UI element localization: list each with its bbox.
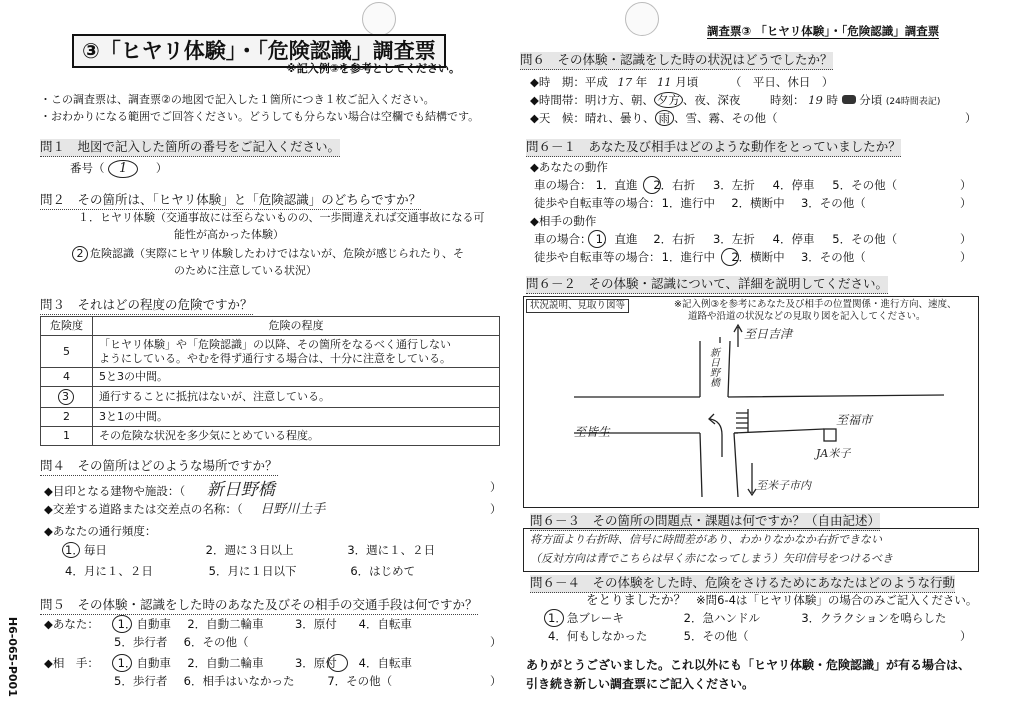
sketch-label-left: 至皆生	[574, 425, 611, 439]
q6-weather-label: ◆天 候：晴れ、曇り、	[530, 111, 655, 125]
sketch-label-top: 至日吉津	[744, 327, 793, 341]
q4-freq-selected-mark	[62, 542, 80, 558]
q4-freq-row2	[62, 564, 415, 578]
q6-1-other-car-close: ）	[960, 232, 972, 246]
q6-period-label: ◆時間帯：明け方、朝、	[530, 93, 654, 107]
table-row[interactable]	[41, 408, 500, 427]
q6-period-rest: 、夜、深夜	[682, 93, 741, 107]
q5-you-opt-2[interactable]: 2．自動二輪車	[187, 617, 264, 631]
q5-other-opt-5[interactable]: 5．歩行者	[114, 674, 168, 688]
q6-4-row1	[548, 611, 946, 625]
side-code: H6-065-P001	[5, 616, 19, 697]
q6-1-other-walk-opt-1[interactable]: 1．進行中	[661, 250, 715, 264]
q6-1-you-walk-close: ）	[960, 196, 972, 210]
q2-option-2[interactable]	[72, 246, 464, 262]
table-row[interactable]	[41, 426, 500, 445]
q6-weather-rest: 、雪、霧、その他（	[674, 111, 778, 125]
q6-1-other-car-opt-2[interactable]: 2．右折	[653, 232, 696, 246]
danger-level-3: 3	[58, 389, 74, 405]
danger-desc-line1: 「ヒヤリ体験」や「危険認識」の以降、その箇所をなるべく通行しない	[99, 337, 451, 351]
q1-number-row	[70, 160, 167, 178]
sketch-label-right: 至福市	[836, 413, 873, 427]
q4-landmark-close: ）	[490, 480, 502, 494]
q6-1-you-car-row	[534, 178, 897, 192]
q5-other-opt-4[interactable]: 4．自転車	[358, 656, 412, 670]
q6-4-note: ※問6-4は「ヒヤリ体験」の場合のみご記入ください。	[696, 593, 978, 607]
q6-4-close: ）	[960, 629, 972, 643]
q6-1-you-car-opt-1[interactable]: 1．直進	[595, 178, 638, 192]
q4-freq-row1	[62, 543, 435, 557]
sketch-note-1: ※記入例③を参考にあなた及び相手の位置関係・進行方向、速度、	[674, 299, 957, 310]
danger-level: 4	[41, 368, 93, 387]
footer-line-1: ありがとうございました。これ以外にも「ヒヤリ体験・危険認識」が有る場合は、	[526, 658, 971, 672]
danger-col-desc: 危険の程度	[93, 317, 500, 336]
q6-1-you-car-opt-4[interactable]: 4．停車	[772, 178, 815, 192]
q6-4-opt-4[interactable]: 4．何もしなかった	[548, 629, 648, 643]
q6-1-other-walk-opt-2[interactable]: 2．横断中	[731, 250, 785, 264]
q6-year[interactable]: 17	[617, 75, 633, 89]
q4-landmark-row	[44, 480, 275, 501]
q6-1-you-walk-row	[534, 196, 866, 210]
q4-freq-opt-1[interactable]: 1．毎日	[65, 543, 107, 557]
header-top-right: 調査票③ 「ヒヤリ体験」・「危険認識」調査票	[707, 24, 940, 38]
danger-desc: 3と1の中間。	[93, 408, 500, 427]
q6-weekday[interactable]: （ 平日、休日 ）	[729, 75, 834, 89]
punch-hole-right	[625, 2, 659, 36]
q6-4-opt-5[interactable]: 5．その他（	[683, 629, 749, 643]
table-row[interactable]	[41, 387, 500, 408]
q5-other-row2	[114, 674, 392, 688]
q5-you-label: ◆あなた：	[44, 617, 99, 631]
q6-year-unit: 年	[635, 75, 648, 89]
q4-freq-opt-5[interactable]: 5．月に１日以下	[208, 564, 297, 578]
q5-you-opt-1[interactable]: 1．自動車	[117, 617, 171, 631]
q6-4-title-2-text: をとりましたか？	[586, 592, 687, 607]
q6-1-you-car-opt-3[interactable]: 3．左折	[712, 178, 755, 192]
q1-value[interactable]: 1	[108, 160, 138, 178]
q6-time-label: ◆時 期：平成	[530, 75, 608, 89]
q5-you-selected-mark	[112, 615, 132, 633]
sketch-label-bridge: 新日野橋	[707, 347, 719, 387]
q5-other-opt-3[interactable]: 3．原付	[294, 656, 337, 670]
sketch-label-bottom: 至米子市内	[756, 479, 811, 492]
q6-2-title: 問６－２ その体験・認識について、詳細を説明してください。	[526, 276, 888, 294]
q6-1-you-car-label: 車の場合：	[534, 178, 592, 192]
q6-1-other-car-opt-5[interactable]: 5．その他（	[832, 232, 898, 246]
q5-other-opt-6[interactable]: 6．相手はいなかった	[183, 674, 295, 688]
q6-1-other-walk-mark	[721, 248, 739, 266]
q2-option-1-cont: 能性が高かった体験）	[174, 228, 284, 241]
q6-1-you-walk-opt-3[interactable]: 3．その他（	[800, 196, 866, 210]
q6-1-you-car-mark	[643, 176, 661, 194]
q1-close: ）	[155, 161, 168, 175]
q6-1-you-car-opt-5[interactable]: 5．その他（	[832, 178, 898, 192]
q6-4-title-2	[586, 592, 977, 608]
q6-month-unit: 月頃	[675, 75, 699, 89]
q6-minute-unit: 分頃	[859, 93, 883, 107]
q6-4-opt-1[interactable]: 1．急ブレーキ	[548, 611, 624, 625]
q4-road-label: ◆交差する道路または交差点の名称：（	[44, 502, 243, 516]
q6-4-opt-3[interactable]: 3．クラクションを鳴らした	[801, 611, 947, 625]
danger-table-header	[41, 317, 500, 336]
q6-weather-selected[interactable]: 雨	[655, 110, 675, 126]
footer-line-2: 引き続き新しい調査票にご記入ください。	[526, 677, 755, 691]
q5-you-close: ）	[490, 635, 502, 649]
q2-option-1-text: ヒヤリ体験（交通事故には至らないものの、一歩間違えれば交通事故になる可	[100, 211, 485, 224]
q6-weather-close: ）	[965, 111, 977, 125]
q6-minute-scribble	[842, 95, 856, 104]
q5-other-selected-mark-1	[112, 654, 132, 672]
q4-road-value[interactable]: 日野川土手	[260, 502, 326, 517]
q6-1-you-head: ◆あなたの動作	[530, 160, 608, 174]
q6-3-answer-line-1: 将方面より右折時、信号に時間差があり、わかりなかなか右折できない	[530, 533, 882, 546]
q6-4-opt-2[interactable]: 2．急ハンドル	[683, 611, 760, 625]
q5-other-opt-1[interactable]: 1．自動車	[117, 656, 171, 670]
q3-title: 問３ それはどの程度の危険ですか？	[40, 297, 253, 315]
q6-month[interactable]: 11	[656, 75, 672, 89]
danger-level: 1	[41, 426, 93, 445]
q6-1-other-walk-row	[534, 250, 866, 264]
danger-level: 2	[41, 408, 93, 427]
sketch-note-2: 道路や沿道の状況などの見取り図を記入してください。	[688, 311, 926, 322]
danger-desc	[93, 335, 500, 368]
q6-hour[interactable]: 19	[808, 93, 823, 107]
danger-col-level: 危険度	[41, 317, 93, 336]
q5-title: 問５ その体験・認識をした時のあなた及びその相手の交通手段は何ですか？	[40, 597, 478, 615]
page-subtitle: ※記入例③を参考としてください。	[286, 62, 461, 75]
q5-other-opt-7[interactable]: 7．その他（	[327, 674, 393, 688]
q4-freq-opt-6[interactable]: 6．はじめて	[350, 564, 416, 578]
q5-you-row2	[114, 635, 248, 649]
q6-period-selected[interactable]: 夕方	[654, 92, 683, 108]
q4-freq-label: ◆あなたの通行頻度：	[44, 524, 157, 538]
sketch-box-label: 状況説明、見取り図等	[526, 299, 629, 313]
q5-you-opt-3[interactable]: 3．原付	[294, 617, 337, 631]
q5-you-opt-5[interactable]: 5．歩行者	[114, 635, 168, 649]
danger-desc: 5と3の中間。	[93, 368, 500, 387]
danger-level: 5	[41, 335, 93, 368]
danger-level-selected	[41, 387, 93, 408]
table-row[interactable]	[41, 368, 500, 387]
intro-line-1: ・この調査票は、調査票②の地図で記入した１箇所につき１枚ご記入ください。	[40, 93, 435, 106]
q6-4-selected-mark	[544, 609, 564, 627]
page-title: ③「ヒヤリ体験」・「危険認識」調査票	[72, 34, 446, 68]
q4-freq-opt-3[interactable]: 3．週に１、２日	[347, 543, 436, 557]
q6-1-you-walk-label: 徒歩や自転車等の場合：	[534, 196, 661, 210]
q1-label: 番号（	[70, 161, 105, 175]
q4-road-close: ）	[490, 502, 502, 516]
q6-weather-row	[530, 111, 778, 125]
q6-1-you-walk-opt-1[interactable]: 1．進行中	[661, 196, 715, 210]
q2-option-1-num: １．	[78, 211, 100, 224]
q6-1-title: 問６－１ あなた及び相手はどのような動作をとっていましたか？	[526, 139, 901, 157]
q6-4-row2	[548, 629, 748, 643]
q4-road-row	[44, 502, 325, 518]
q2-option-2-num: 2	[72, 246, 88, 262]
q6-time-row	[530, 75, 833, 89]
q5-other-close: ）	[490, 674, 502, 688]
q5-other-label: ◆相 手：	[44, 656, 99, 670]
sketch-label-ja: JA米子	[816, 447, 851, 460]
q2-option-2-text: 危険認識（実際にヒヤリ体験したわけではないが、危険が感じられたり、そ	[90, 247, 464, 260]
q5-other-selected-mark-4	[328, 654, 348, 672]
q6-1-you-car-close: ）	[960, 178, 972, 192]
q6-hour-label: 時刻：	[770, 93, 805, 107]
q5-other-row1	[44, 656, 412, 670]
q4-landmark-value[interactable]: 新日野橋	[206, 480, 275, 500]
danger-desc: その危険な状況を多少気にとめている程度。	[93, 426, 500, 445]
q2-option-2-cont: のために注意している状況）	[174, 264, 317, 277]
q6-period-row	[530, 93, 940, 108]
table-row[interactable]	[41, 335, 500, 368]
q6-3-answer-box[interactable]	[523, 528, 979, 572]
q6-1-other-head: ◆相手の動作	[530, 214, 597, 228]
q4-freq-opt-2[interactable]: 2．週に３日以上	[205, 543, 294, 557]
q6-title: 問６ その体験・認識をした時の状況はどうでしたか？	[520, 52, 833, 70]
q6-1-you-car-opt-2[interactable]: 2．右折	[653, 178, 696, 192]
q5-you-opt-4[interactable]: 4．自転車	[358, 617, 412, 631]
sketch-box[interactable]	[523, 296, 979, 508]
q6-1-other-car-label: 車の場合：	[534, 232, 592, 246]
q6-3-title: 問６－３ その箇所の問題点・課題は何ですか？（自由記述）	[530, 513, 880, 531]
q6-1-other-car-mark	[588, 230, 606, 248]
q6-1-you-walk-opt-2[interactable]: 2．横断中	[731, 196, 785, 210]
q6-4-title: 問６－４ その体験をした時、危険をさけるためにあなたはどのような行動	[530, 575, 955, 593]
q5-other-opt-2[interactable]: 2．自動二輪車	[187, 656, 264, 670]
q6-1-other-car-opt-4[interactable]: 4．停車	[772, 232, 815, 246]
q6-1-other-car-opt-1[interactable]: 1．直進	[595, 232, 638, 246]
q4-landmark-label: ◆目印となる建物や施設：（	[44, 484, 186, 498]
q6-hour-note: (24時間表記)	[885, 97, 941, 107]
q1-title: 問１ 地図で記入した箇所の番号をご記入ください。	[40, 139, 340, 157]
q5-you-row1	[44, 617, 412, 631]
danger-table	[40, 316, 500, 446]
danger-desc: 通行することに抵抗はないが、注意している。	[93, 387, 500, 408]
q5-you-opt-6[interactable]: 6．その他（	[183, 635, 249, 649]
q6-1-other-car-opt-3[interactable]: 3．左折	[712, 232, 755, 246]
punch-hole-left	[362, 2, 396, 36]
q6-1-other-walk-opt-3[interactable]: 3．その他（	[800, 250, 866, 264]
intro-line-2: ・おわかりになる範囲でご回答ください。どうしても分らない場合は空欄でも結構です。	[40, 110, 480, 123]
q6-3-answer-line-2: （反対方向は青でこちらは早く赤になってしまう）矢印信号をつけるべき	[530, 552, 893, 565]
q4-title: 問４ その箇所はどのような場所ですか？	[40, 458, 278, 476]
q6-1-other-walk-label: 徒歩や自転車等の場合：	[534, 250, 661, 264]
q4-freq-opt-4[interactable]: 4．月に１、２日	[65, 564, 153, 578]
q6-1-other-walk-close: ）	[960, 250, 972, 264]
danger-desc-line2: ようにしている。やむを得ず通行する場合は、十分に注意をしている。	[99, 351, 451, 365]
q2-title: 問２ その箇所は、「ヒヤリ体験」と「危険認識」のどちらですか？	[40, 192, 421, 210]
q2-option-1[interactable]	[78, 211, 485, 225]
q6-hour-unit: 時	[826, 93, 838, 107]
